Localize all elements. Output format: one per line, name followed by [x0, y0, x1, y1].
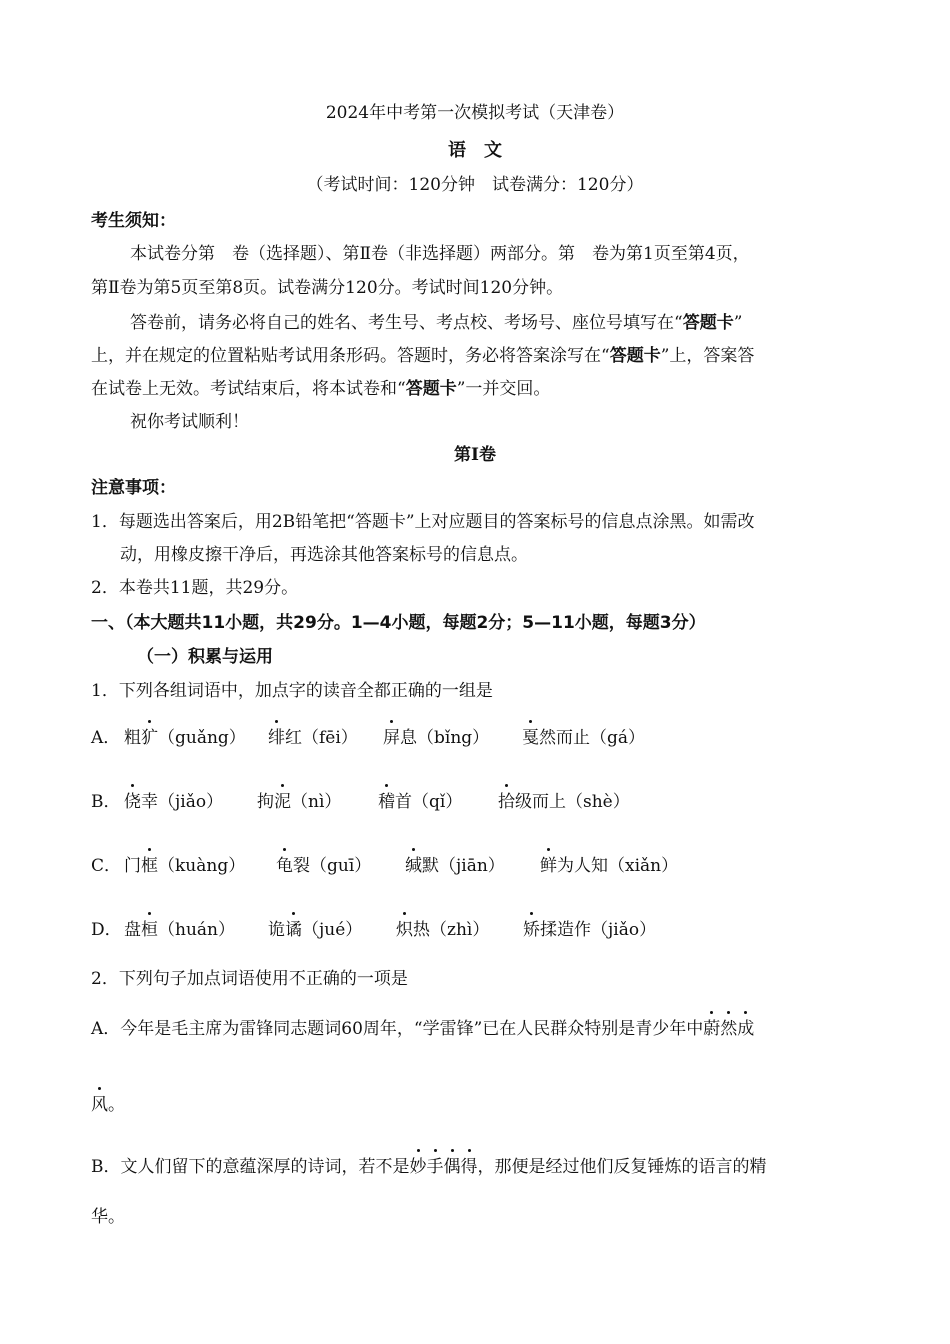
notice-p2-quote: ”	[733, 313, 743, 333]
word-suffix: 默（jiān）	[422, 856, 505, 876]
question-1-option-word	[522, 726, 645, 750]
notice-heading: 考生须知：	[91, 211, 176, 231]
dotted-char: 泥	[274, 792, 291, 812]
subsection-heading: （一）积累与运用	[137, 647, 273, 667]
question-2-stem: 2．下列句子加点词语使用不正确的一项是	[91, 969, 408, 989]
question-2-option-a-line2	[91, 1093, 125, 1117]
notice-p1-line1: 本试卷分第 卷（选择题）、第Ⅱ卷（非选择题）两部分。第 卷为第1页至第4页，	[130, 244, 750, 264]
word-suffix: 然而止（gá）	[539, 728, 646, 748]
question-1-option-letter: C．	[91, 856, 122, 876]
dotted-char: 鲜	[540, 856, 557, 876]
question-1-option-word	[257, 790, 341, 814]
question-1-option-word	[378, 790, 462, 814]
dotted-char: 谲	[285, 920, 302, 940]
word-suffix: （nì）	[291, 792, 342, 812]
question-1-option-word	[124, 790, 223, 814]
dotted-char: 蔚	[703, 1019, 721, 1039]
notice-p2-text: 在试卷上无效。考试结束后，将本试卷和“	[91, 379, 406, 399]
question-1-option-word	[405, 854, 505, 878]
dotted-char: 侥	[124, 792, 141, 812]
word-suffix: 幸（jiǎo）	[141, 792, 224, 812]
dotted-char: 桓	[141, 920, 158, 940]
attention-item-1-line2: 动，用橡皮擦干净后，再选涂其他答案标号的信息点。	[120, 545, 528, 565]
question-2-option-a-line1	[91, 1017, 754, 1041]
question-1-option-letter: B．	[91, 792, 121, 812]
attention-item-2: 2．本卷共11题，共29分。	[91, 578, 299, 598]
dotted-char: 矫	[523, 920, 540, 940]
part1-heading: 第Ⅰ卷	[454, 445, 496, 465]
dotted-char: 龟	[276, 856, 293, 876]
notice-wish: 祝你考试顺利！	[130, 412, 249, 432]
dotted-char: 拾	[498, 792, 515, 812]
attention-heading: 注意事项：	[91, 478, 176, 498]
question-1-option-word	[383, 726, 489, 750]
question-1-option-word	[523, 918, 656, 942]
notice-p2-text: 答卷前，请务必将自己的姓名、考生号、考点校、考场号、座位号填写在“	[130, 313, 683, 333]
word-prefix: 拘	[257, 792, 274, 812]
question-1-option-word	[396, 918, 489, 942]
answer-card-term: 答题卡	[682, 313, 734, 333]
word-suffix: （jué）	[302, 920, 363, 940]
question-1-option-word	[498, 790, 630, 814]
word-suffix: 息（bǐng）	[400, 728, 490, 748]
notice-p2-text: ”一并交回。	[456, 379, 551, 399]
dotted-char: 得	[460, 1157, 478, 1177]
dotted-char: 妙	[409, 1157, 427, 1177]
exam-title: 2024年中考第一次模拟考试（天津卷）	[325, 103, 625, 123]
question-1-option-letter: D．	[91, 920, 122, 940]
word-suffix: （huán）	[158, 920, 235, 940]
answer-card-term: 答题卡	[609, 346, 661, 366]
dotted-char: 戛	[522, 728, 539, 748]
word-suffix: （kuàng）	[158, 856, 246, 876]
word-suffix: 为人知（xiǎn）	[557, 856, 679, 876]
question-1-option-word	[268, 726, 358, 750]
dotted-char: 框	[141, 856, 158, 876]
notice-p2-line2	[91, 344, 754, 368]
option-b-text: ，那便是经过他们反复锤炼的语言的精	[477, 1157, 767, 1177]
notice-p2-line1	[130, 311, 742, 335]
question-1-option-letter: A．	[91, 728, 121, 748]
subject-title: 语 文	[448, 140, 502, 161]
notice-p2-text: 上，并在规定的位置粘贴考试用条形码。答题时，务必将答案涂写在“	[91, 346, 610, 366]
question-1-option-word	[276, 854, 371, 878]
option-a-text: 。	[108, 1095, 125, 1115]
question-1-option-word	[268, 918, 362, 942]
dotted-char: 绯	[268, 728, 285, 748]
question-1-option-word	[124, 726, 246, 750]
question-1-option-word	[124, 918, 235, 942]
question-1-option-word	[124, 854, 245, 878]
word-prefix: 盘	[124, 920, 141, 940]
word-prefix: 诡	[268, 920, 285, 940]
word-suffix: 红（fēi）	[285, 728, 358, 748]
dotted-char: 缄	[405, 856, 422, 876]
dotted-char: 炽	[396, 920, 413, 940]
dotted-char: 手	[426, 1157, 444, 1177]
notice-p1-line2: 第Ⅱ卷为第5页至第8页。试卷满分120分。考试时间120分钟。	[91, 278, 564, 298]
word-suffix: 热（zhì）	[413, 920, 490, 940]
dotted-char: 然	[720, 1019, 738, 1039]
dotted-char: 稽	[378, 792, 395, 812]
exam-meta: （考试时间：120分钟 试卷满分：120分）	[306, 175, 644, 195]
word-suffix: 裂（guī）	[293, 856, 372, 876]
question-2-option-b-line2: 华。	[91, 1207, 125, 1227]
notice-p2-text: ”上，答案答	[660, 346, 755, 366]
word-suffix: （guǎng）	[158, 728, 246, 748]
question-1-option-word	[540, 854, 678, 878]
word-prefix: 门	[124, 856, 141, 876]
question-2-option-b-line1	[91, 1155, 767, 1179]
dotted-char: 偶	[443, 1157, 461, 1177]
question-1-stem: 1．下列各组词语中，加点字的读音全都正确的一组是	[91, 681, 493, 701]
attention-item-1-line1: 1．每题选出答案后，用2B铅笔把“答题卡”上对应题目的答案标号的信息点涂黑。如需改	[91, 512, 755, 532]
dotted-char: 风	[91, 1095, 108, 1115]
dotted-char: 成	[737, 1019, 755, 1039]
word-suffix: 揉造作（jiǎo）	[540, 920, 657, 940]
option-a-text: A．今年是毛主席为雷锋同志题词60周年，“学雷锋”已在人民群众特别是青少年中	[91, 1019, 704, 1039]
section-heading: 一、（本大题共11小题，共29分。1—4小题，每题2分；5—11小题，每题3分）	[91, 613, 706, 633]
word-suffix: 级而上（shè）	[515, 792, 630, 812]
answer-card-term: 答题卡	[405, 379, 457, 399]
notice-p2-line3	[91, 377, 550, 401]
option-b-text: B．文人们留下的意蕴深厚的诗词，若不是	[91, 1157, 410, 1177]
word-prefix: 粗	[124, 728, 141, 748]
word-suffix: 首（qǐ）	[395, 792, 463, 812]
dotted-char: 屏	[383, 728, 400, 748]
dotted-char: 犷	[141, 728, 158, 748]
